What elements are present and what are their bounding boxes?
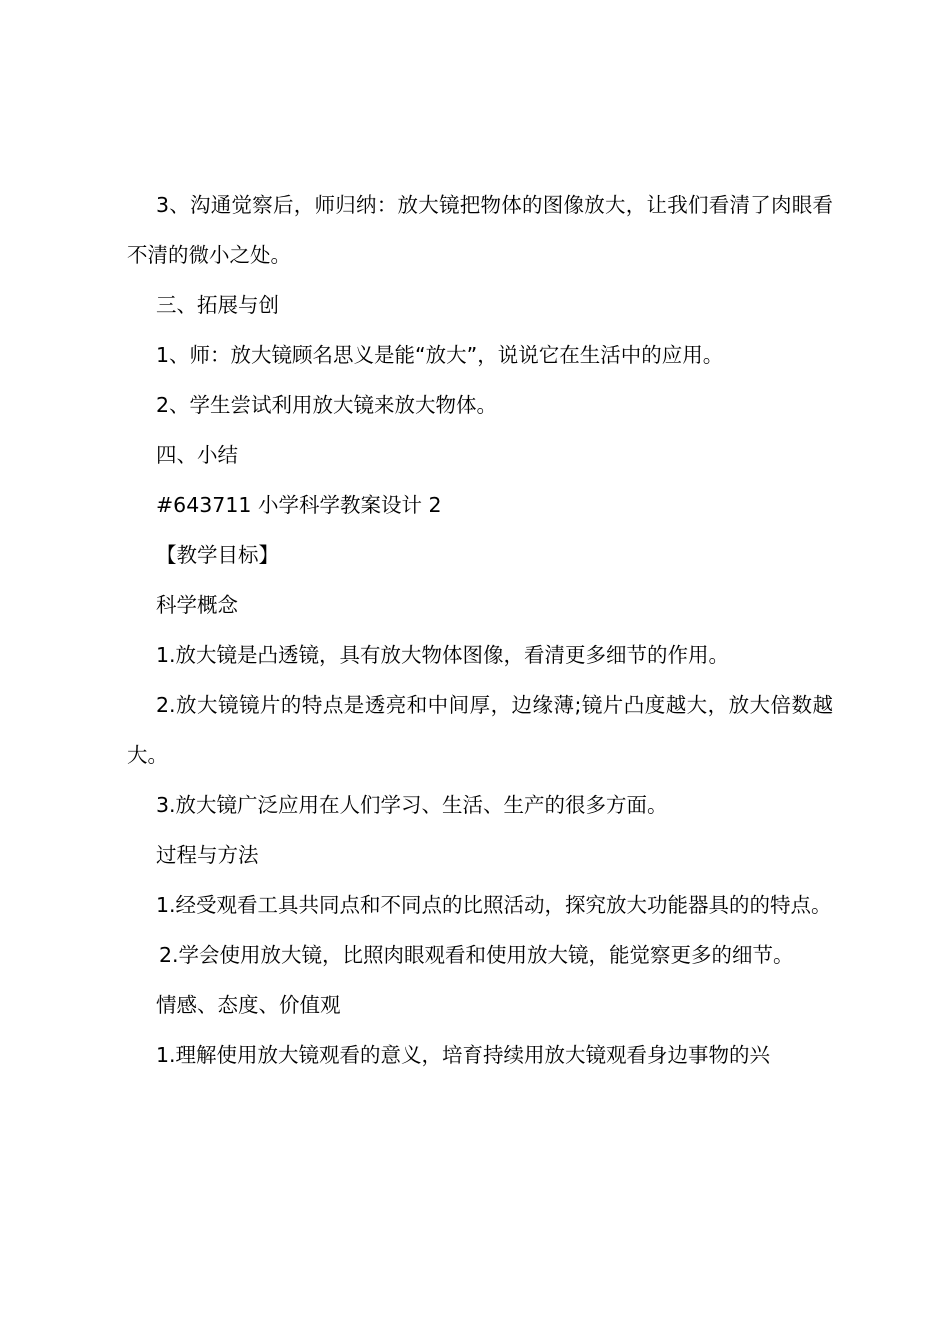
list-item-process-2: 2.学会使用放大镜，比照肉眼观看和使用放大镜，能觉察更多的细节。 xyxy=(159,943,794,967)
list-item-emotion-1: 1.理解使用放大镜观看的意义，培育持续用放大镜观看身边事物的兴 xyxy=(156,1043,771,1067)
paragraph-summary-conclusion: 3、沟通觉察后，师归纳：放大镜把物体的图像放大，让我们看清了肉眼看不清的微小之处。 xyxy=(127,193,833,267)
document-subtitle: #643711 小学科学教案设计 2 xyxy=(156,493,442,517)
section-heading-summary: 四、小结 xyxy=(156,443,238,467)
section-heading-extension: 三、拓展与创 xyxy=(156,293,279,317)
subheading-process-methods: 过程与方法 xyxy=(156,843,259,867)
paragraph-teacher-question: 1、师：放大镜顾名思义是能“放大”，说说它在生活中的应用。 xyxy=(156,343,724,367)
list-item-concept-2: 2.放大镜镜片的特点是透亮和中间厚，边缘薄;镜片凸度越大，放大倍数越大。 xyxy=(127,693,833,767)
paragraph-student-attempt: 2、学生尝试利用放大镜来放大物体。 xyxy=(156,393,498,417)
subheading-science-concepts: 科学概念 xyxy=(156,593,238,617)
subheading-emotion-values: 情感、态度、价值观 xyxy=(156,993,341,1017)
document-page xyxy=(127,180,833,1080)
list-item-concept-1: 1.放大镜是凸透镜，具有放大物体图像，看清更多细节的作用。 xyxy=(156,643,730,667)
section-heading-teaching-goals: 【教学目标】 xyxy=(156,543,279,567)
list-item-concept-3: 3.放大镜广泛应用在人们学习、生活、生产的很多方面。 xyxy=(156,793,668,817)
list-item-process-1: 1.经受观看工具共同点和不同点的比照活动，探究放大功能器具的的特点。 xyxy=(156,893,832,917)
